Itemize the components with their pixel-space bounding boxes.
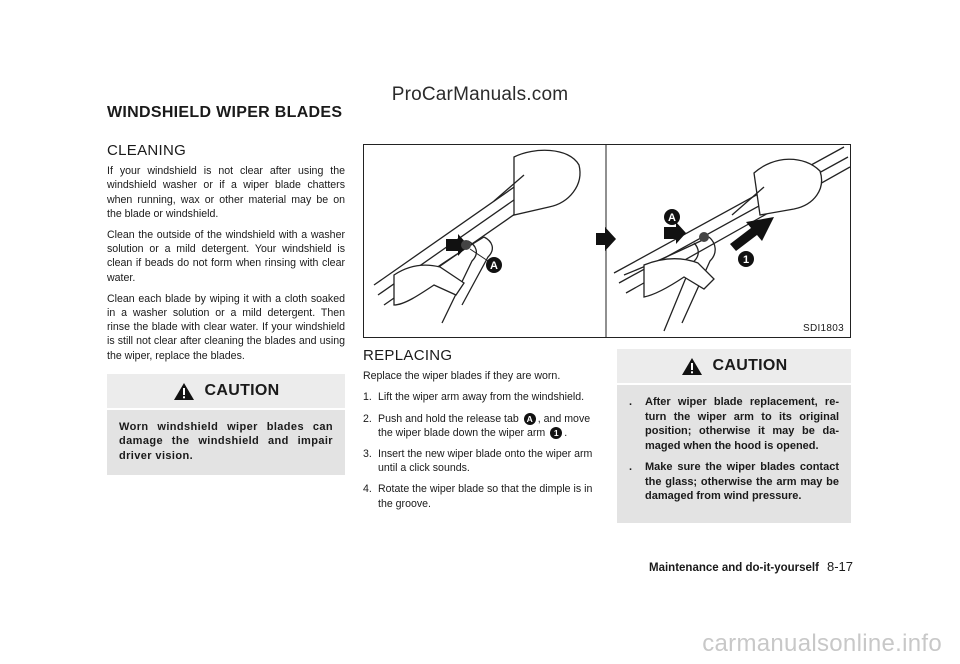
step-text-part: , and move the wiper blade down the wiper arm <box>378 412 591 439</box>
step-text <box>378 412 601 440</box>
replacing-heading: REPLACING <box>363 347 453 364</box>
push-arrow-icon <box>730 217 774 251</box>
release-tab-marker <box>461 240 471 250</box>
caution-box <box>617 349 851 523</box>
figure-code: SDI1803 <box>802 323 844 334</box>
warning-icon <box>681 357 703 376</box>
step-item <box>363 412 601 440</box>
caution-item-text: Make sure the wiper blades contact the glass; otherwise the arm may be damaged from wind pressure. <box>645 461 839 502</box>
step-text: Lift the wiper arm away from the windshield. <box>378 391 585 404</box>
caution-header <box>107 374 345 410</box>
caution-title: CAUTION <box>712 357 788 375</box>
caution-item <box>629 460 839 504</box>
step-number: 3. <box>363 448 372 461</box>
step-item <box>363 390 601 404</box>
caution-list <box>629 395 839 504</box>
release-tab-marker <box>699 232 709 242</box>
step-text-part: Push and hold the release tab <box>378 412 519 425</box>
step-item <box>363 447 601 475</box>
arrow-icon <box>664 222 686 244</box>
caution-text: Worn windshield wiper blades can damage the windshield and impair driver vision. <box>119 420 333 462</box>
replacing-steps <box>363 390 601 510</box>
step-text: Insert the new wiper blade onto the wiper arm until a click sounds. <box>378 448 593 475</box>
caution-body <box>617 385 851 504</box>
step-text: Rotate the wiper blade so that the dimple is in the groove. <box>378 483 593 510</box>
wiper-illustration <box>363 144 851 338</box>
bullet: . <box>629 396 633 408</box>
callout-a-left: A <box>490 260 498 272</box>
cleaning-paragraph: Clean each blade by wiping it with a cloth soaked in a washer solution or a mild detergent. Then rinse the blade with clear water. If your windshield is still not clear after cleaning the blades and using the wiper, replace the blades. <box>107 292 345 362</box>
cleaning-paragraph: If your windshield is not clear after using the windshield washer or if a wiper blade chatters when running, wax or other material may be on the blade or windshield. <box>107 165 345 220</box>
replacing-column <box>363 349 601 518</box>
callout-1-right: 1 <box>742 254 750 266</box>
callout-a-right: A <box>668 212 676 224</box>
caution-body <box>107 410 345 464</box>
cleaning-column <box>107 144 345 475</box>
page-footer <box>649 559 853 574</box>
right-panel <box>614 147 850 331</box>
caution-header <box>617 349 851 385</box>
callout-a-ref: A <box>524 413 536 425</box>
caution-column <box>617 349 851 523</box>
cleaning-paragraph: Clean the outside of the windshield with a washer solution or a mild detergent. Your windshield is clean if beads do not form when rinsing with clear water. <box>107 229 345 284</box>
replacing-intro: Replace the wiper blades if they are worn. <box>363 370 561 383</box>
caution-item <box>629 395 839 453</box>
step-item <box>363 482 601 510</box>
transition-arrow-icon <box>596 227 616 251</box>
cleaning-heading: CLEANING <box>107 142 187 159</box>
step-number: 1. <box>363 391 372 404</box>
caution-item-text: After wiper blade replacement, re-turn the wiper arm to its original position; otherwise it may be da-maged when the hood is opened. <box>645 396 839 452</box>
footer-section: Maintenance and do-it-yourself <box>649 562 819 574</box>
warning-icon <box>173 382 195 401</box>
left-panel <box>374 150 580 323</box>
page-number: 8-17 <box>826 559 853 574</box>
watermark-top: ProCarManuals.com <box>391 84 569 105</box>
step-text-part: . <box>564 426 568 439</box>
callout-1-ref: 1 <box>550 427 562 439</box>
caution-box <box>107 374 345 476</box>
bullet: . <box>629 461 633 473</box>
watermark-bottom: carmanualsonline.info <box>702 630 942 657</box>
section-title: WINDSHIELD WIPER BLADES <box>107 104 343 121</box>
caution-title: CAUTION <box>204 382 280 400</box>
step-number: 4. <box>363 483 372 496</box>
step-number: 2. <box>363 412 372 425</box>
